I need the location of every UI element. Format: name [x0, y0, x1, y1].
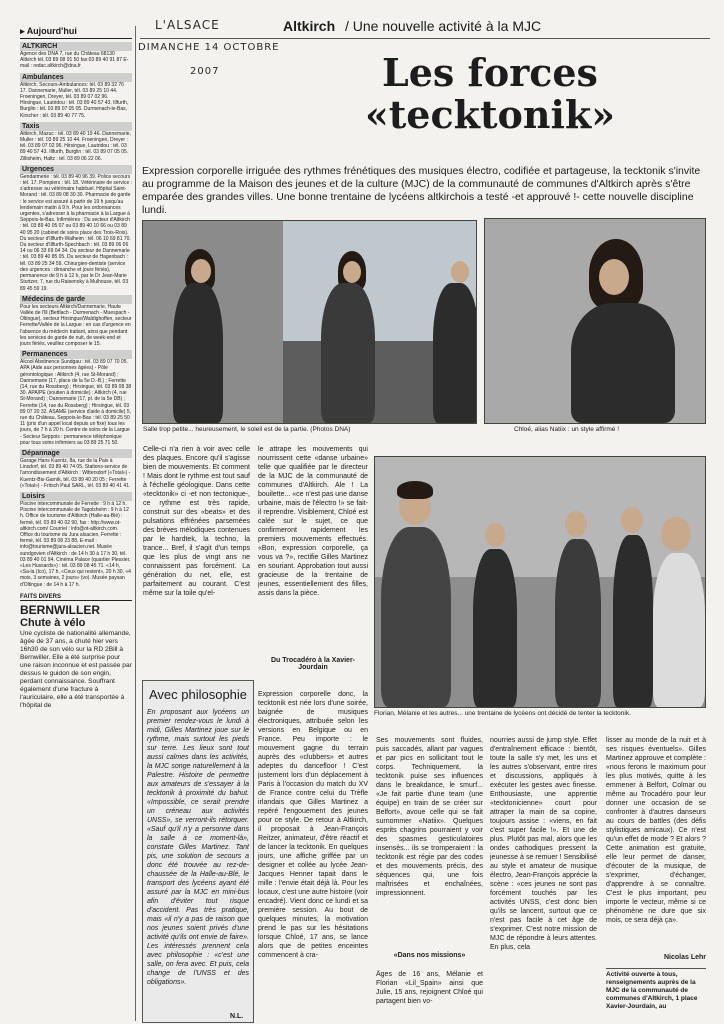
header-section: / Une nouvelle activité à la MJC: [345, 18, 542, 34]
photo-caption-3: Florian, Mélanie et les autres... une trentaine de lycéens ont décidé de tenter la tecktonik.: [374, 710, 631, 717]
handwritten-date: DIMANCHE 14 OCTOBRE: [138, 42, 280, 53]
sidebar-section-head: Dépannage: [20, 449, 132, 458]
faits-divers-head: FAITS DIVERS: [20, 594, 132, 601]
sidebar-town: ALTKIRCH: [20, 42, 132, 51]
sidebar-section-text: Pour les secteurs Altkirch/Dannemarie, Haute Vallée de l'Ill (Bettlach - Durmenach - Muespach - Oltingue), secteur Hirsingue/Waldighoffen, secteur Ferrette/Vallée de la Largue : en cas d'urgence en l'absence du médecin traitant, ainsi que pendant les services de garde de nuit, de week-end et jours fériés, veuillez composer le 15.: [20, 303, 132, 347]
sidebar-heading: ▸ Aujourd'hui: [20, 26, 132, 39]
article-column-5: lisser au monde de la nuit et à ses risques éventuels». Gilles Martinez approuve et complète : «nous ferons le maximum pour les plus motivés, quitte à les emmener à Belfort, Colmar ou même au Trocadéro pour leur donner une occasion de se confronter à d'autres danseurs au cours de battles (des défis stylistiques amicaux). Ce n'est qu'un effet de mode ? Et alors ? Cette animation est gratuite, elle leur permet de danser, d'écouter de la musique, de s'exprimer, d'échanger, d'apprendre à se connaître. C'est le plus important, peu importe le vecteur, même si ce phénomène ne dure que six mois, ce sera déjà ça».: [606, 737, 706, 924]
sidebar-section-head: Médecins de garde: [20, 295, 132, 304]
article-column-2b: Expression corporelle donc, la tecktonik est née lors d'une soirée, baignée de musiques électroniques, attribuée selon les versions en Belgique ou en France. Peu importe : le mouvement gagne du terrain auprès des «clubbers» et autres adeptes du dancefloor ! C'est justement lors d'un déplacement à Paris à l'occasion du match du XV de France contre celui du Trèfle irlandais que Gilles Martinez a repéré l'engouement des jeunes pour ce style. De retour à Altkirch, il proposait à Jean-François Reitzer, animateur, d'être réactif et de lancer la tecktonik. En quelques jours, une affiche griffée par un designer et collée au lycée Jean-Jacques Henner tapait dans le mille : l'envie était déjà là. Pour les locaux, c'est une autre histoire (voir encadré). Vient donc ce lundi et sa première session. Au bout de quelques minutes, la motivation prend le pas sur les hésitations lorsque Chloé, 17 ans, se lance alors que de petites enceintes commencent à cra-: [258, 691, 368, 959]
article-lede: Expression corporelle irriguée des rythmes frénétiques des musiques électro, codifiée et partageuse, la tecktonik s'invite au programme de la Maison des jeunes et de la culture (MJC) de la communauté de communes d'Altkirch après s'être emparée des grandes villes. Une bonne trentaine de lycéens altkirchois a testé -et approuvé !- cette nouvelle discipline lundi.: [142, 165, 701, 216]
box-signature: N.L.: [230, 1013, 244, 1020]
article-column-3: Ses mouvements sont fluides, puis saccadés, allant par vagues et par pics en sollicitant tout le corps. Techniquement, la tecktonik puise ses influences dans le breakdance, le smurf... «Je fait partie d'une team (une équipe) en train de se créer sur Belfort», avoue celle qui se fait surnommer «Natiix». Quelques esprits chagrins pourraient y voir des spasmes gesticulatoires insensés... ils se tromperaient : la tecktonik est régie par des codes et des mouvements précis, des séquences qui, une fois maîtrisées et enchaînées, impressionnent.: [376, 737, 483, 897]
sidebar-agence: Agence des DNA 7, rue du Château 68130 Altkirch tél.:03 89 08 91 50 fax:03 89 40 91 87 E-mail : redac.altkirch@dna.fr: [20, 51, 129, 70]
sidebar-section-text: Gendarmerie : tél. 03 89 40 96 39. Police secours : tél. 17. Pompiers : tél. 18. Vétérinaire de service : s'adresser au vétérinaire habituel. Hôpital Saint-Morand : tél. 03 89 08 30 30. Pharmacie de garde : le service est assuré à partir de 19 h jusqu'au lendemain matin à 9 h. Pour les ordonnances urgentes, s'adresser à la pharmacie à la Largue à Seppois-le-Bas. Infirmières : Du secteur d'Altkirch : tél. 03 89 40 05 07 ou 03 89 40 10 66 ou 03 89 40 95 20 (cabinet de soins place des Trois-Rois). Du secteur d'Illfurth-Walheim : tél. 06 10 69 81 70. Du secteur d'Illfurth-Spechbach : tél. 03 89 06 06 14 ou 06 33 69 04 34. Du secteur de Dannemarie : tél. 03 89 40 85 05. Du secteur de Hagenbach : tél. 03 89 25 34 59. Chirurgien-dentiste (service des urgences : dimanche et jours fériés), permanence de 9 h à 12 h, par le Dr Jean-Marie Sturtzer, 7, rue du Raisenoky à Mulhouse, tél. 03 89 45 59 19.: [20, 173, 132, 292]
column-divider: [135, 26, 136, 1021]
bernwiller-text: Une cycliste de nationalité allemande, âgée de 37 ans, a chuté hier vers 16h30 de son vélo sur la RD 2Bill à Bernwiller. Elle a été surprise pour une raison inconnue et est passée par dessus le guidon de son engin, perdant connaissance. Souffrant également d'une fracture à l'auriculaire, elle a été transportée à l'hôpital de: [20, 630, 132, 710]
sidebar-box-philosophie: [142, 680, 254, 1023]
title-line-1: Les forces: [382, 50, 598, 95]
article-column-2: le attrape les mouvements qui nourrissent cette «danse urbaine» telle que qualifiée par le directeur de la MJC de la communauté de communes d'Altkirch. Ale ! La bouilette... «ce n'est pas une danse urbaine, mais de l'électro !» se fait-il reprendre. Visiblement, Chloé est calée sur le sujet, ce que confirmeront rapidement les premiers mouvements effectués. «Bon, expression corporelle, ça vous va ?», rectifie Gilles Martinez en souriant. Approbation tout aussi gracieuse de la trentaine de jeunes, essentiellement des filles, assis dans la pièce.: [258, 446, 368, 597]
article-author: Nicolas Lehr: [663, 954, 706, 961]
article-column-1: Celle-ci n'a rien à voir avec celle des plaques. Encore qu'il s'agisse bien de mouvements. Et comment ! Mais dont le rythme est tout sauf à l'échelle géologique. Dans cette «tecktonik» ci -et non tectonique-, ce rythme est très rapide, construit sur des «beats» et des pulsations effrénées parsemées des brèves mélodiques contenues par le hardtek, la techno, la trance... Bref, il s'agit d'un temps que les plus de vingt ans ne connaissent pas forcément. La génération du net, elle, est parfaitement au courant. C'est même sur la toile qu'el-: [143, 446, 250, 597]
article-title: [300, 52, 680, 136]
handwritten-year: 2007: [190, 66, 220, 77]
article-column-3b: Âges de 16 ans, Mélanie et Florian «Lil_Spain» ainsi que Julie, 15 ans, rejoignent Chloé qui partagent bien vo-: [376, 971, 483, 1005]
bernwiller-title: Chute à vélo: [20, 617, 86, 630]
box-text: En proposant aux lycéens un premier rendez-vous le lundi à midi, Gilles Martinez joue sur le rythme, mais surtout les pieds sur terre. Les lieux sont tout aussi calmes dans les activités, la MJC songe naturellement à la Palestre. Histoire de permettre aux amateurs de s'essayer à la tecktonik à proximité du bahut. «Impossible, ce serait prendre un créneau aux activités UNSS», se verront-ils rétorquer. «Sauf qu'il n'y a personne dans la salle à ce moment-là», constate Gilles Martinez. Tant pis, une solution de secours a donc été trouvée au rez-de-chaussée de la Halle-au-Blé, le transport des lycéens ayant été assuré par la MJC en mini-bus afin d'éviter tout risque d'accident. Pas très pratique, mais «il n'y a pas de raison que nos jeunes soient privés d'une activité qu'ils ont envie de faire». Les intéressés prennent cela avec philosophie : «c'est une salle, on fera avec. Et puis, cela change de l'UNSS et des obligations».: [147, 709, 249, 986]
sidebar-section-text: Altkirch, Secours-Ambulances: tél. 03 89 32 76 17. Dannemarie, Muller, tél. 03 89 25 10 44. Froeningen, Dreyer, tél. 03 89 07 02 96. Hirsingue, Lautridou : tél. 03 89 40 57 43. Illfurth, Burglin : tél. 03 89 07 05 05. Durmenach-le-Bas, Kirscher : tél. 03 89 40 77 75.: [20, 81, 129, 119]
sidebar-column: [20, 26, 132, 1021]
box-title: Avec philosophie: [148, 687, 248, 702]
sidebar-section-head: Taxis: [20, 122, 132, 131]
title-line-2: «tecktonik»: [365, 92, 615, 137]
sidebar-section-text: Piscine intercommunale de Ferrette : 9 h à 12 h. Piscine intercommunale de Tagolsheim : 9 h à 12 h. Office de tourisme d'Altkirch (Halle-au-Blé) : fermé, tél. 03 89 40 02 90, fax : http://www.ot-altkirch.com/ Courriel : info@ot-altkirch.com. Office du tourisme du Jura alsacien, Ferrette : fermé, tél. 03 89 08 23 88, E-mail : info@tourisme@jura-alsacien.net. Musée sundgovien d'Altkirch : de 14 h 30 à 17 h 30, tél. 03 89 40 01 94. Cinéma Palace (quartier Plessier, «Les Hussards») : tél. 03 89 08 45 71. «14 h, «Sa-la (Ico), 17 h, «Ceux qui restent», 20 h 30, «4 mois, 3 semaines, 2 jours» (vo). Musée paysan d'Oltingue : de 14 h à 17 h.: [20, 500, 131, 588]
sidebar-section-head: Ambulances: [20, 73, 132, 82]
sidebar-section-head: Urgences: [20, 165, 132, 174]
sidebar-section-text: Garage Hans Kuentz, 8a, rue de la Paix à Linsdorf, tél. 03 89 40 74 05. Stations-service de l'arrondissement d'Altkirch : Wittersdorf («Total») - Kuentz-Bis-Garnik, tél. 03 89 40 20 05 ; Ferrette («Total») - Fritsch Paul SARL, tél. 03 89 40 41 41.: [20, 457, 131, 489]
photo-caption-2: Chloé, alias Natiix : un style affirmé !: [514, 426, 620, 433]
sidebar-section-text: Alcool Abstinence Sundgau : tél. 03 89 07 70 05. APA (Aide aux personnes âgées) - Pôle gérontologique : Altkirch (4, rue St-Morand) ; Dannemarie (17, place de la 5e D.-B.) ; Ferrette (14, rue du Rossberg) ; Hirsingue, tél. 03 89 08 38 30. APA/PE (soutien à domicile) : Altkirch (4, rue St-Morand) ; Dannemarie (17, pl. de la 5e DB) ; Ferrette (14, rue du Rossberg) ; Hirsingue, tél. 03 89 07 20 32. ASAME (service d'aide à domicile) 5, rue du Château, Seppois-le-Bas : tél. 03 89 25 50 11 (prix d'un appel local depuis un fixe) tous les jours, de 7 h à 20 h. Centre de soins de la Largue - Secteur Seppois : permanence téléphonique pour tous soins infirmiers au 03 89 25 71 50.: [20, 359, 132, 446]
subhead-missions: «Dans nos missions»: [393, 952, 466, 959]
sidebar-section-head: Permanences: [20, 350, 132, 359]
photo-caption-1: Salle trop petite... heureusement, le soleil est de la partie. (Photos DNA): [143, 426, 351, 433]
handwritten-paper: L'ALSACE: [155, 18, 220, 32]
info-box: Activité ouverte à tous, renseignements auprès de la MJC de la communauté de communes d'Altkirch, 1 place Xavier-Jourdain, au: [606, 968, 706, 1011]
photo-chloe: [484, 218, 706, 424]
subhead-trocadero: Du Trocadéro à la Xavier-Jourdain: [270, 657, 356, 671]
article-column-4: nourries aussi de jump style. Effet d'entraînement efficace : bientôt, toute la salle s'y met, les uns et les autres s'observant, entre rires et discussions, appliqués à exécuter les gestes avec finesse. Enthousiaste, une apprentie «tecktonicienne» court pour attraper la main de sa copine, toujours assise : «viens, en fait c'est super facile !». Et une de plus. Plutôt pas mal, alors que les ondes cathodiques pressent la jeunesse à se remuer ! Sensibilisé au style et amateur de musique électro, Jean-François apprécie la scène : «ces jeunes ne sont pas forcément touchés par les activités UNSS, c'est donc bien qu'ils se lancent, surtout que ce n'est pas facile à cet âge de s'exprimer. C'est notre mission de MJC de répondre à leurs attentes. En plus, cela: [490, 737, 597, 951]
photo-group: [374, 456, 706, 708]
header-town: Altkirch: [283, 18, 336, 34]
sidebar-section-head: Loisirs: [20, 492, 132, 501]
sidebar-section-text: Altkirch, Mazuc : tél. 03 89 40 19 46. Dannemarie, Muller : tél. 03 89 25 10 44. Froeningen, Dreyer : tél. 03 89 07 02 96. Hirsingue, Lautridou : tél. 03 89 40 57 43. Illfurth, Burglin : tél. 03 89 07 05 05. Zillisheim, Haltz : tél. 03 89 06 22 06.: [20, 130, 131, 162]
photo-dancers-outdoor: [142, 220, 477, 424]
bernwiller-place: BERNWILLER: [20, 603, 100, 618]
